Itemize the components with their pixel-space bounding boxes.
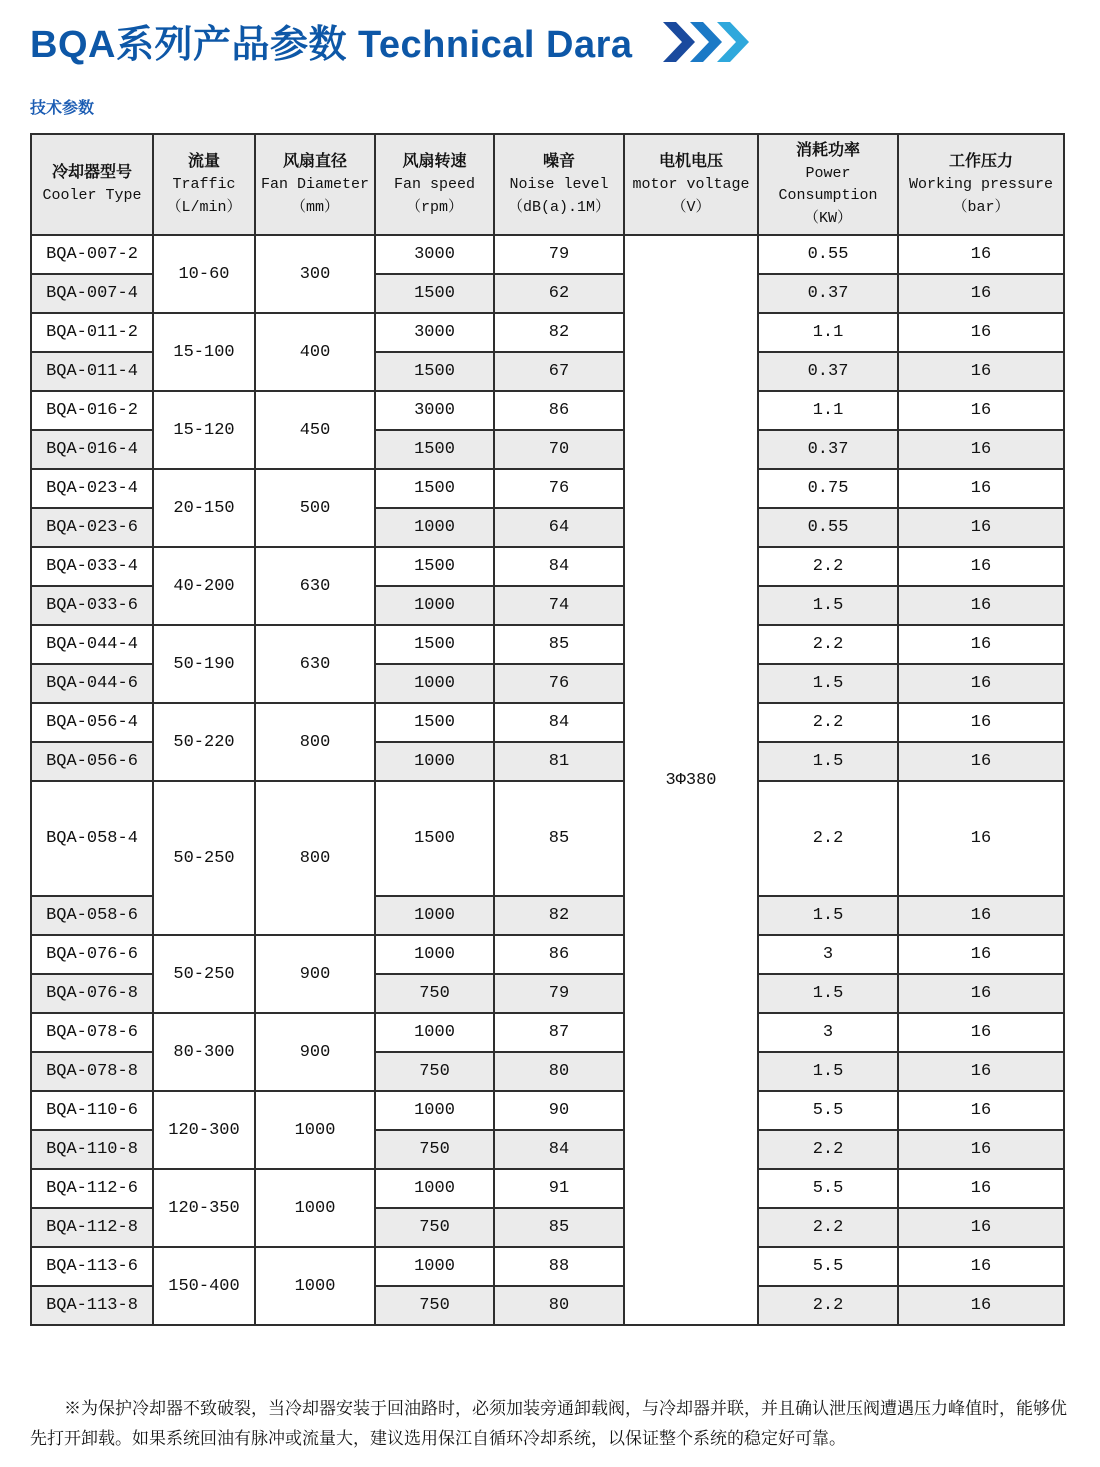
traffic-cell: 10-60 <box>153 235 255 313</box>
pressure-cell: 16 <box>898 1247 1064 1286</box>
spec-table-head <box>31 134 1064 235</box>
table-row <box>31 391 1064 430</box>
table-row <box>31 703 1064 742</box>
pressure-cell: 16 <box>898 508 1064 547</box>
column-header-line: （rpm） <box>405 198 463 216</box>
fan-speed-cell: 1000 <box>375 1169 494 1208</box>
power-cell: 5.5 <box>758 1247 898 1286</box>
traffic-cell: 50-220 <box>153 703 255 781</box>
fan-diameter-cell: 450 <box>255 391 375 469</box>
model-cell: BQA-113-8 <box>31 1286 153 1325</box>
model-cell: BQA-058-4 <box>31 781 153 896</box>
column-header <box>375 134 494 235</box>
power-cell: 2.2 <box>758 1130 898 1169</box>
model-cell: BQA-023-6 <box>31 508 153 547</box>
noise-cell: 86 <box>494 935 624 974</box>
fan-speed-cell: 1000 <box>375 1013 494 1052</box>
model-cell: BQA-011-4 <box>31 352 153 391</box>
column-header-line: （L/min） <box>166 198 242 216</box>
fan-speed-cell: 1000 <box>375 896 494 935</box>
noise-cell: 70 <box>494 430 624 469</box>
pressure-cell: 16 <box>898 274 1064 313</box>
fan-speed-cell: 1000 <box>375 742 494 781</box>
fan-speed-cell: 1500 <box>375 352 494 391</box>
fan-speed-cell: 1500 <box>375 625 494 664</box>
pressure-cell: 16 <box>898 664 1064 703</box>
table-row <box>31 1247 1064 1286</box>
power-cell: 1.5 <box>758 742 898 781</box>
pressure-cell: 16 <box>898 896 1064 935</box>
fan-speed-cell: 750 <box>375 1208 494 1247</box>
model-cell: BQA-076-6 <box>31 935 153 974</box>
model-cell: BQA-044-4 <box>31 625 153 664</box>
fan-speed-cell: 1000 <box>375 935 494 974</box>
noise-cell: 84 <box>494 1130 624 1169</box>
table-row <box>31 625 1064 664</box>
footnote: ※为保护冷却器不致破裂，当冷却器安装于回油路时，必须加装旁通卸载阀，与冷却器并联，并且确认泄压阀遭遇压力峰值时，能够优先打开卸载。如果系统回油有脉冲或流量大，建议选用保江自循环冷却系统，以保证整个系统的稳定好可靠。 <box>30 1399 1067 1449</box>
fan-diameter-cell: 400 <box>255 313 375 391</box>
model-cell: BQA-033-6 <box>31 586 153 625</box>
pressure-cell: 16 <box>898 430 1064 469</box>
column-header-line: 消耗功率 <box>795 141 860 160</box>
fan-speed-cell: 1500 <box>375 781 494 896</box>
power-cell: 2.2 <box>758 703 898 742</box>
fan-speed-cell: 750 <box>375 1052 494 1091</box>
column-header-line: Fan speed <box>393 176 475 193</box>
pressure-cell: 16 <box>898 235 1064 274</box>
model-cell: BQA-112-8 <box>31 1208 153 1247</box>
pressure-cell: 16 <box>898 1169 1064 1208</box>
fan-diameter-cell: 500 <box>255 469 375 547</box>
traffic-cell: 15-100 <box>153 313 255 391</box>
power-cell: 1.5 <box>758 1052 898 1091</box>
column-header-line: （mm） <box>290 198 339 216</box>
column-header <box>494 134 624 235</box>
column-header-line: 电机电压 <box>658 153 723 171</box>
power-cell: 5.5 <box>758 1169 898 1208</box>
noise-cell: 80 <box>494 1052 624 1091</box>
power-cell: 0.55 <box>758 235 898 274</box>
pressure-cell: 16 <box>898 313 1064 352</box>
fan-speed-cell: 1500 <box>375 703 494 742</box>
table-row <box>31 781 1064 896</box>
pressure-cell: 16 <box>898 469 1064 508</box>
table-row <box>31 235 1064 274</box>
fan-speed-cell: 1000 <box>375 1247 494 1286</box>
noise-cell: 82 <box>494 896 624 935</box>
model-cell: BQA-033-4 <box>31 547 153 586</box>
traffic-cell: 80-300 <box>153 1013 255 1091</box>
column-header-line: Traffic <box>172 176 236 193</box>
fan-diameter-cell: 300 <box>255 235 375 313</box>
model-cell: BQA-007-4 <box>31 274 153 313</box>
page-title: BQA系列产品参数 Technical Dara <box>30 24 633 66</box>
power-cell: 0.37 <box>758 430 898 469</box>
traffic-cell: 120-300 <box>153 1091 255 1169</box>
noise-cell: 90 <box>494 1091 624 1130</box>
fan-diameter-cell: 800 <box>255 703 375 781</box>
noise-cell: 79 <box>494 235 624 274</box>
power-cell: 5.5 <box>758 1091 898 1130</box>
noise-cell: 91 <box>494 1169 624 1208</box>
column-header-line: （dB(a).1M） <box>507 198 610 216</box>
model-cell: BQA-058-6 <box>31 896 153 935</box>
column-header-line: motor voltage <box>632 176 750 193</box>
power-cell: 2.2 <box>758 1286 898 1325</box>
noise-cell: 85 <box>494 781 624 896</box>
spec-table <box>30 133 1065 1326</box>
table-row <box>31 1013 1064 1052</box>
model-cell: BQA-016-2 <box>31 391 153 430</box>
column-header-line: Working pressure <box>908 176 1054 193</box>
model-cell: BQA-011-2 <box>31 313 153 352</box>
column-header-line: 冷却器型号 <box>51 164 132 183</box>
traffic-cell: 50-250 <box>153 781 255 935</box>
noise-cell: 80 <box>494 1286 624 1325</box>
table-row <box>31 935 1064 974</box>
power-cell: 0.37 <box>758 352 898 391</box>
model-cell: BQA-112-6 <box>31 1169 153 1208</box>
pressure-cell: 16 <box>898 1091 1064 1130</box>
column-header-line: 风扇直径 <box>282 153 347 171</box>
power-cell: 1.5 <box>758 974 898 1013</box>
fan-diameter-cell: 1000 <box>255 1169 375 1247</box>
column-header-line: 流量 <box>187 153 220 171</box>
fan-speed-cell: 750 <box>375 974 494 1013</box>
table-row <box>31 547 1064 586</box>
fan-speed-cell: 750 <box>375 1130 494 1169</box>
pressure-cell: 16 <box>898 1286 1064 1325</box>
fan-speed-cell: 1000 <box>375 1091 494 1130</box>
pressure-cell: 16 <box>898 781 1064 896</box>
fan-diameter-cell: 1000 <box>255 1091 375 1169</box>
model-cell: BQA-023-4 <box>31 469 153 508</box>
model-cell: BQA-110-6 <box>31 1091 153 1130</box>
model-cell: BQA-056-6 <box>31 742 153 781</box>
pressure-cell: 16 <box>898 586 1064 625</box>
power-cell: 2.2 <box>758 625 898 664</box>
noise-cell: 87 <box>494 1013 624 1052</box>
model-cell: BQA-056-4 <box>31 703 153 742</box>
column-header-line: Power <box>805 164 851 182</box>
fan-diameter-cell: 800 <box>255 781 375 935</box>
column-header-line: Cooler Type <box>42 187 142 205</box>
noise-cell: 62 <box>494 274 624 313</box>
power-cell: 1.5 <box>758 586 898 625</box>
motor-voltage-cell: 3Φ380 <box>624 235 758 1325</box>
model-cell: BQA-078-8 <box>31 1052 153 1091</box>
fan-speed-cell: 1500 <box>375 547 494 586</box>
column-header-line: （KW） <box>803 209 852 227</box>
noise-cell: 74 <box>494 586 624 625</box>
fan-diameter-cell: 630 <box>255 625 375 703</box>
noise-cell: 82 <box>494 313 624 352</box>
pressure-cell: 16 <box>898 1052 1064 1091</box>
fan-diameter-cell: 900 <box>255 1013 375 1091</box>
column-header <box>31 134 153 235</box>
table-row <box>31 469 1064 508</box>
traffic-cell: 50-250 <box>153 935 255 1013</box>
pressure-cell: 16 <box>898 1130 1064 1169</box>
noise-cell: 85 <box>494 625 624 664</box>
noise-cell: 84 <box>494 547 624 586</box>
fan-diameter-cell: 630 <box>255 547 375 625</box>
table-row <box>31 313 1064 352</box>
column-header <box>898 134 1064 235</box>
noise-cell: 67 <box>494 352 624 391</box>
header-row <box>31 134 1064 235</box>
power-cell: 0.55 <box>758 508 898 547</box>
model-cell: BQA-044-6 <box>31 664 153 703</box>
chevron-1 <box>663 22 695 62</box>
pressure-cell: 16 <box>898 974 1064 1013</box>
fan-speed-cell: 1000 <box>375 586 494 625</box>
model-cell: BQA-007-2 <box>31 235 153 274</box>
pressure-cell: 16 <box>898 935 1064 974</box>
traffic-cell: 15-120 <box>153 391 255 469</box>
power-cell: 1.1 <box>758 313 898 352</box>
power-cell: 2.2 <box>758 781 898 896</box>
fan-diameter-cell: 1000 <box>255 1247 375 1325</box>
model-cell: BQA-078-6 <box>31 1013 153 1052</box>
power-cell: 1.1 <box>758 391 898 430</box>
model-cell: BQA-113-6 <box>31 1247 153 1286</box>
table-row <box>31 1091 1064 1130</box>
column-header-line: （V） <box>671 198 711 216</box>
power-cell: 0.75 <box>758 469 898 508</box>
fan-diameter-cell: 900 <box>255 935 375 1013</box>
traffic-cell: 120-350 <box>153 1169 255 1247</box>
noise-cell: 64 <box>494 508 624 547</box>
column-header-line: （bar） <box>952 198 1010 216</box>
traffic-cell: 20-150 <box>153 469 255 547</box>
column-header-line: 工作压力 <box>948 153 1013 171</box>
spec-table-body <box>31 235 1064 1325</box>
fan-speed-cell: 1500 <box>375 469 494 508</box>
noise-cell: 76 <box>494 469 624 508</box>
pressure-cell: 16 <box>898 742 1064 781</box>
section-subtitle: 技术参数 <box>30 100 95 117</box>
column-header-line: Fan Diameter <box>260 176 370 193</box>
pressure-cell: 16 <box>898 703 1064 742</box>
fan-speed-cell: 1000 <box>375 664 494 703</box>
column-header <box>624 134 758 235</box>
pressure-cell: 16 <box>898 625 1064 664</box>
model-cell: BQA-110-8 <box>31 1130 153 1169</box>
power-cell: 2.2 <box>758 1208 898 1247</box>
traffic-cell: 150-400 <box>153 1247 255 1325</box>
power-cell: 3 <box>758 935 898 974</box>
pressure-cell: 16 <box>898 352 1064 391</box>
noise-cell: 86 <box>494 391 624 430</box>
power-cell: 3 <box>758 1013 898 1052</box>
fan-speed-cell: 3000 <box>375 235 494 274</box>
column-header-line: 噪音 <box>542 153 575 171</box>
fan-speed-cell: 3000 <box>375 391 494 430</box>
traffic-cell: 40-200 <box>153 547 255 625</box>
noise-cell: 85 <box>494 1208 624 1247</box>
noise-cell: 76 <box>494 664 624 703</box>
column-header-line: Noise level <box>509 176 609 193</box>
noise-cell: 88 <box>494 1247 624 1286</box>
fan-speed-cell: 750 <box>375 1286 494 1325</box>
pressure-cell: 16 <box>898 1208 1064 1247</box>
page-header <box>30 13 1070 68</box>
noise-cell: 84 <box>494 703 624 742</box>
power-cell: 1.5 <box>758 664 898 703</box>
triple-chevron-right-icon <box>663 22 751 62</box>
model-cell: BQA-076-8 <box>31 974 153 1013</box>
pressure-cell: 16 <box>898 391 1064 430</box>
fan-speed-cell: 1500 <box>375 274 494 313</box>
fan-speed-cell: 3000 <box>375 313 494 352</box>
power-cell: 2.2 <box>758 547 898 586</box>
noise-cell: 81 <box>494 742 624 781</box>
column-header-line: Consumption <box>778 187 878 205</box>
traffic-cell: 50-190 <box>153 625 255 703</box>
pressure-cell: 16 <box>898 547 1064 586</box>
column-header <box>255 134 375 235</box>
pressure-cell: 16 <box>898 1013 1064 1052</box>
power-cell: 0.37 <box>758 274 898 313</box>
column-header <box>758 134 898 235</box>
fan-speed-cell: 1000 <box>375 508 494 547</box>
noise-cell: 79 <box>494 974 624 1013</box>
power-cell: 1.5 <box>758 896 898 935</box>
model-cell: BQA-016-4 <box>31 430 153 469</box>
column-header-line: 风扇转速 <box>402 153 467 171</box>
column-header <box>153 134 255 235</box>
table-row <box>31 1169 1064 1208</box>
fan-speed-cell: 1500 <box>375 430 494 469</box>
